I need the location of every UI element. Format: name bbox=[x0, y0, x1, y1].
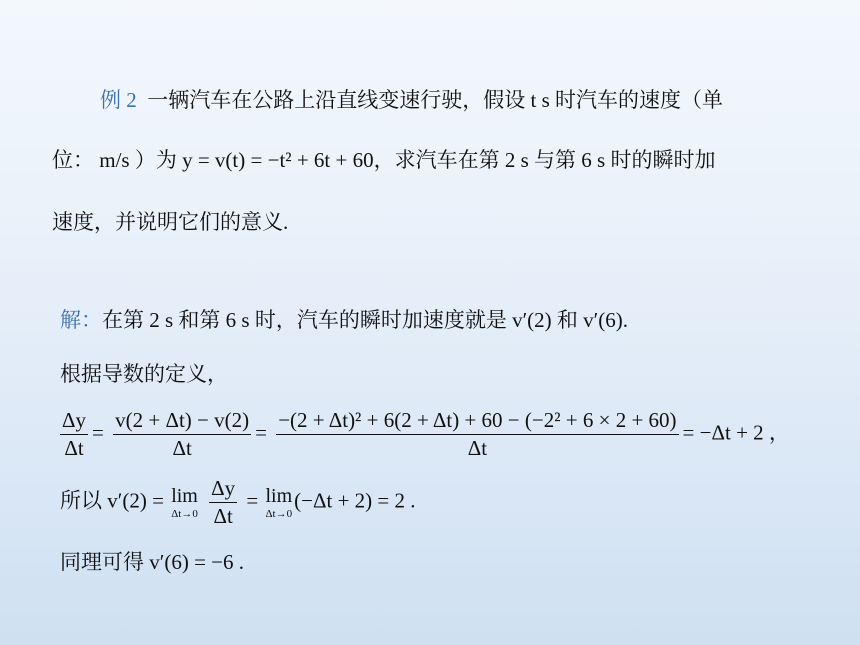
solution-line-4 bbox=[60, 478, 416, 527]
example-text-2-post: ，求汽车在第 2 s 与第 6 s 时的瞬时加 bbox=[373, 148, 716, 172]
velocity-formula: y = v(t) = −t² + 6t + 60 bbox=[182, 148, 374, 172]
solution-line-5 bbox=[60, 552, 244, 573]
example-label: 例 2 bbox=[100, 88, 137, 112]
solution-label: 解： bbox=[60, 308, 102, 332]
solution-text-4-pre: 所以 v′(2) = bbox=[60, 488, 164, 513]
equation-result: = −Δt + 2 ， bbox=[682, 420, 790, 445]
solution-text-2: 根据导数的定义， bbox=[60, 362, 228, 386]
solution-text-5: 同理可得 v′(6) = −6 . bbox=[60, 550, 245, 574]
solution-text-1: 在第 2 s 和第 6 s 时，汽车的瞬时加速度就是 v′(2) 和 v′(6). bbox=[102, 308, 629, 332]
fraction-expanded: $\frac{\text{−(2 + Δt)² + 6(2 + Δt) + 60 − (−2² + 6 × 2 + 60)}}{\Delta t}$ bbox=[278, 408, 677, 460]
example-text-2-pre: 位： m/s ）为 bbox=[52, 148, 177, 172]
fraction-v-difference: $\frac{v(2 + \Delta t) - v(2)}{\Delta t}$ bbox=[115, 408, 250, 460]
solution-line-2 bbox=[60, 364, 228, 385]
equals-sign: = bbox=[246, 488, 259, 513]
solution-line-1 bbox=[60, 310, 628, 331]
example-line-1 bbox=[100, 90, 723, 111]
example-line-3 bbox=[52, 212, 288, 233]
fraction-dy-dt: $\frac{\Delta y}{\Delta t}$ bbox=[62, 408, 87, 460]
difference-quotient-equation: $\frac{\Delta y}{\Delta t}$ = $\frac{v(2 + \Delta t) - v(2)}{\Delta t}$ = $\frac{\text{−(2 + Δt)² + 6(2 + Δt) + 60 − (−2² + 6 × 2 + 60)}}{\Delta t}$ = −Δt + 2 ， bbox=[62, 408, 790, 460]
limit-2: lim Δt→0 bbox=[265, 484, 293, 520]
solution-text-4-post: (−Δt + 2) = 2 . bbox=[294, 488, 416, 513]
example-line-2 bbox=[52, 150, 715, 171]
example-text-1: 一辆汽车在公路上沿直线变速行驶，假设 t s 时汽车的速度（单 bbox=[147, 88, 724, 112]
example-text-3: 速度，并说明它们的意义. bbox=[52, 210, 289, 234]
fraction-limit-dy-dt: $\frac{\Delta y}{\Delta t}$ bbox=[211, 476, 236, 528]
limit-1: lim Δt→0 bbox=[171, 484, 198, 520]
